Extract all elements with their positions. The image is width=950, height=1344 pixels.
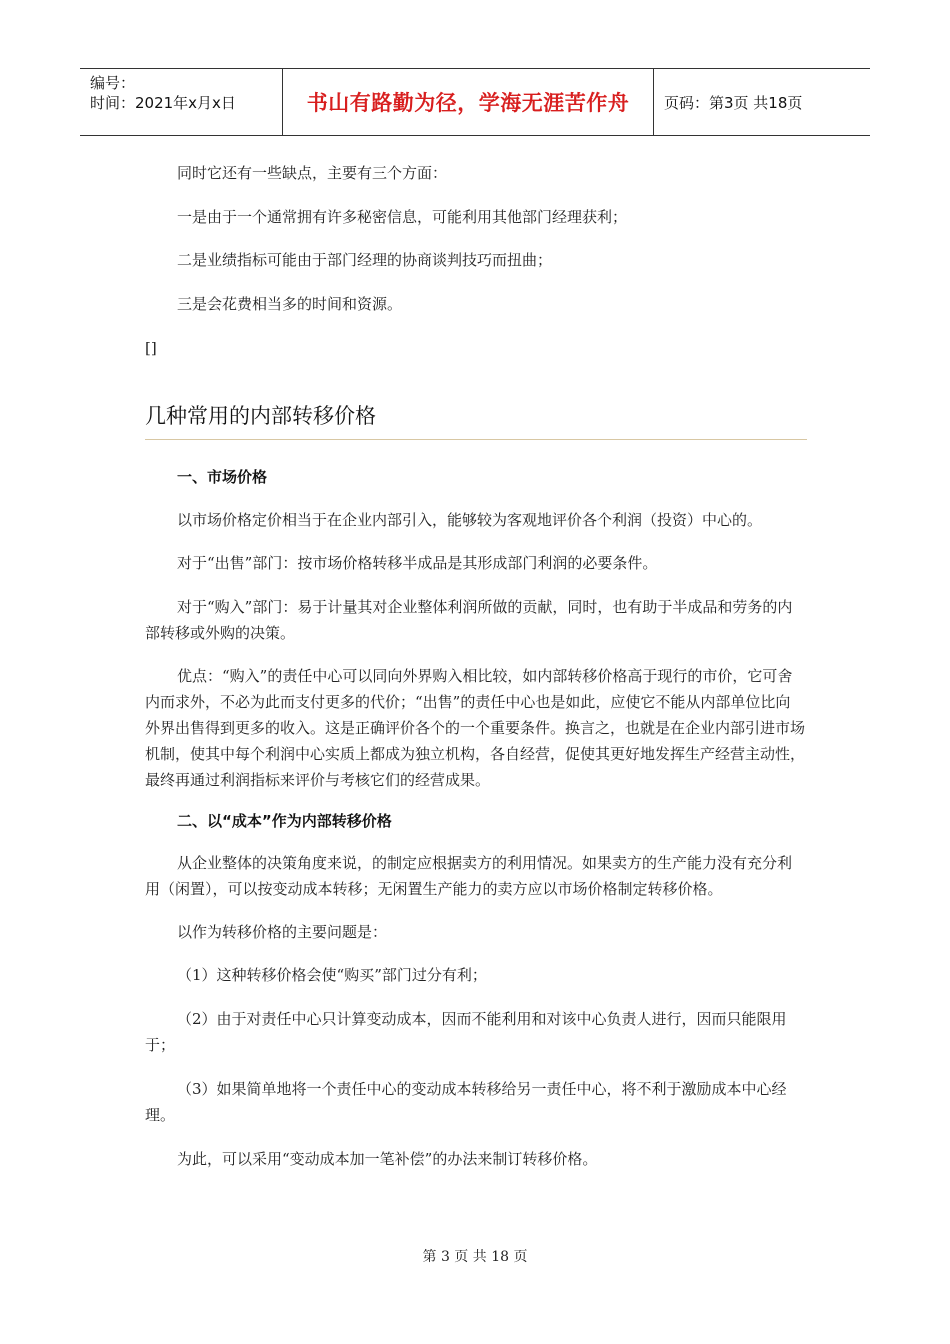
paragraph-cost-1: 从企业整体的决策角度来说，的制定应根据卖方的利用情况。如果卖方的生产能力没有充分利用（闲置），可以按变动成本转移；无闲置生产能力的卖方应以市场价格制定转移价格。 — [145, 854, 793, 898]
bracket-marker: [] — [145, 339, 157, 357]
header-motto: 书山有路勤为径，学海无涯苦作舟 — [282, 69, 654, 135]
paragraph-market-3: 对于“购入”部门：易于计量其对企业整体利润所做的贡献，同时，也有助于半成品和劳务的内部转移或外购的决策。 — [145, 598, 793, 642]
page-header — [80, 68, 870, 136]
paragraph-point-2: 二是业绩指标可能由于部门经理的协商谈判技巧而扭曲； — [177, 251, 553, 269]
paragraph-cost-2: 以作为转移价格的主要问题是： — [177, 923, 388, 941]
section-divider — [145, 439, 807, 440]
document-number-label: 编号： — [90, 74, 136, 92]
paragraph-market-advantages: 优点：“购入”的责任中心可以同向外界购入相比较，如内部转移价格高于现行的市价，它可舍内而求外，不必为此而支付更多的代价；“出售”的责任中心也是如此，应使它不能从内部单位比向外界出售得到更多的收入。这是正确评价各个的一个重要条件。换言之，也就是在企业内部引进市场机制，使其中每个利润中心实质上都成为独立机构，各自经营，促使其更好地发挥生产经营主动性，最终再通过利润指标来评价与考核它们的经营成果。 — [145, 667, 806, 789]
paragraph-market-2: 对于“出售”部门：按市场价格转移半成品是其形成部门利润的必要条件。 — [177, 554, 658, 572]
paragraph-cost-5: （3）如果简单地将一个责任中心的变动成本转移给另一责任中心，将不利于激励成本中心经理。 — [145, 1080, 787, 1124]
paragraph-cost-4: （2）由于对责任中心只计算变动成本，因而不能利用和对该中心负责人进行，因而只能限用于； — [145, 1010, 787, 1054]
subsection-title-market-price: 一、市场价格 — [177, 468, 268, 486]
paragraph-point-3: 三是会花费相当多的时间和资源。 — [177, 295, 403, 313]
page-footer: 第 3 页 共 18 页 — [422, 1249, 528, 1265]
paragraph-intro: 同时它还有一些缺点，主要有三个方面： — [177, 164, 448, 182]
header-meta — [80, 69, 282, 135]
paragraph-point-1: 一是由于一个通常拥有许多秘密信息，可能利用其他部门经理获利； — [177, 208, 628, 226]
header-page-number: 页码：第3页 共18页 — [664, 93, 803, 112]
document-date-label: 时间：2021年x月x日 — [90, 94, 236, 112]
paragraph-market-1: 以市场价格定价相当于在企业内部引入，能够较为客观地评价各个利润（投资）中心的。 — [177, 511, 763, 529]
subsection-title-cost: 二、以“成本”作为内部转移价格 — [177, 812, 392, 830]
paragraph-cost-6: 为此，可以采用“变动成本加一笔补偿”的办法来制订转移价格。 — [177, 1150, 598, 1168]
paragraph-cost-3: （1）这种转移价格会使“购买”部门过分有利； — [177, 966, 487, 984]
section-title: 几种常用的内部转移价格 — [145, 404, 376, 428]
